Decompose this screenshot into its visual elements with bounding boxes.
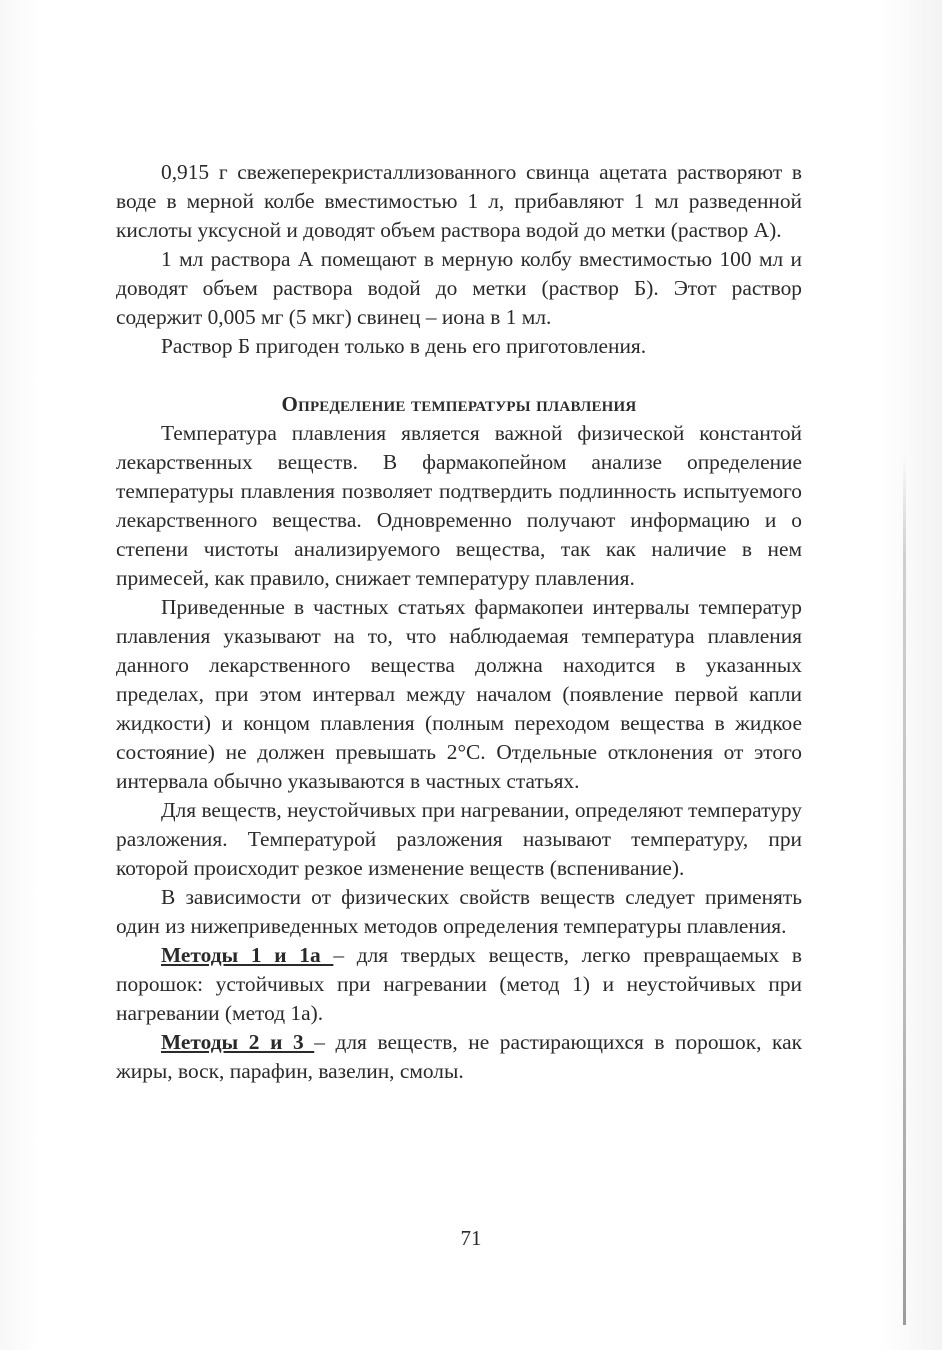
paragraph-method-choice: В зависимости от физических свойств веществ следует применять один из нижеприведенных методов определения температуры плавления. — [116, 885, 802, 938]
document-body — [116, 158, 802, 1086]
paragraph-lead-acetate: 0,915 г свежеперекристаллизованного свинца ацетата растворяют в воде в мерной колбе вместимостью 1 л, прибавляют 1 мл разведенной кислоты уксусной и доводят объем раствора водой до метки (раствор А). — [116, 160, 802, 242]
methods-1-1a-term: Методы 1 и 1а — [161, 943, 334, 967]
page-edge-shadow — [903, 455, 906, 1325]
page-number: 71 — [460, 1226, 482, 1250]
methods-2-3-text: – для веществ, не растирающихся в порошок, как жиры, воск, парафин, вазелин, смолы. — [116, 1030, 802, 1083]
paragraph-methods-2-3 — [116, 1028, 802, 1086]
paragraph-decomposition: Для веществ, неустойчивых при нагревании, определяют температуру разложения. Температурой разложения называют температуру, при которой происходит резкое изменение веществ (вспенивание). — [116, 798, 802, 880]
paragraph-melting-intervals: Приведенные в частных статьях фармакопеи интервалы температур плавления указывают на то, что наблюдаемая температура плавления данного лекарственного вещества должна находится в указанных пределах, при этом интервал между началом (появление первой капли жидкости) и концом плавления (полным переходом вещества в жидкое состояние) не должен превышать 2°С. Отдельные отклонения от этого интервала обычно указываются в частных статьях. — [116, 595, 802, 793]
paragraph-methods-1-1a — [116, 941, 802, 1028]
paragraph-solution-b-usage: Раствор Б пригоден только в день его приготовления. — [161, 334, 647, 358]
methods-2-3-term: Методы 2 и 3 — [161, 1030, 315, 1054]
methods-1-1a-text: – для твердых веществ, легко превращаемых в порошок: устойчивых при нагревании (метод 1) и неустойчивых при нагревании (метод 1а). — [116, 943, 802, 1025]
paragraph-solution-b: 1 мл раствора А помещают в мерную колбу вместимостью 100 мл и доводят объем раствора водой до метки (раствор Б). Этот раствор содержит 0,005 мг (5 мкг) свинец – иона в 1 мл. — [116, 247, 802, 329]
paragraph-melting-point-intro: Температура плавления является важной физической константой лекарственных веществ. В фармакопейном анализе определение температуры плавления позволяет подтвердить подлинность испытуемого лекарственного вещества. Одновременно получают информацию и о степени чистоты анализируемого вещества, так как наличие в нем примесей, как правило, снижает температуру плавления. — [116, 421, 802, 590]
section-title: Определение температуры плавления — [281, 392, 637, 416]
